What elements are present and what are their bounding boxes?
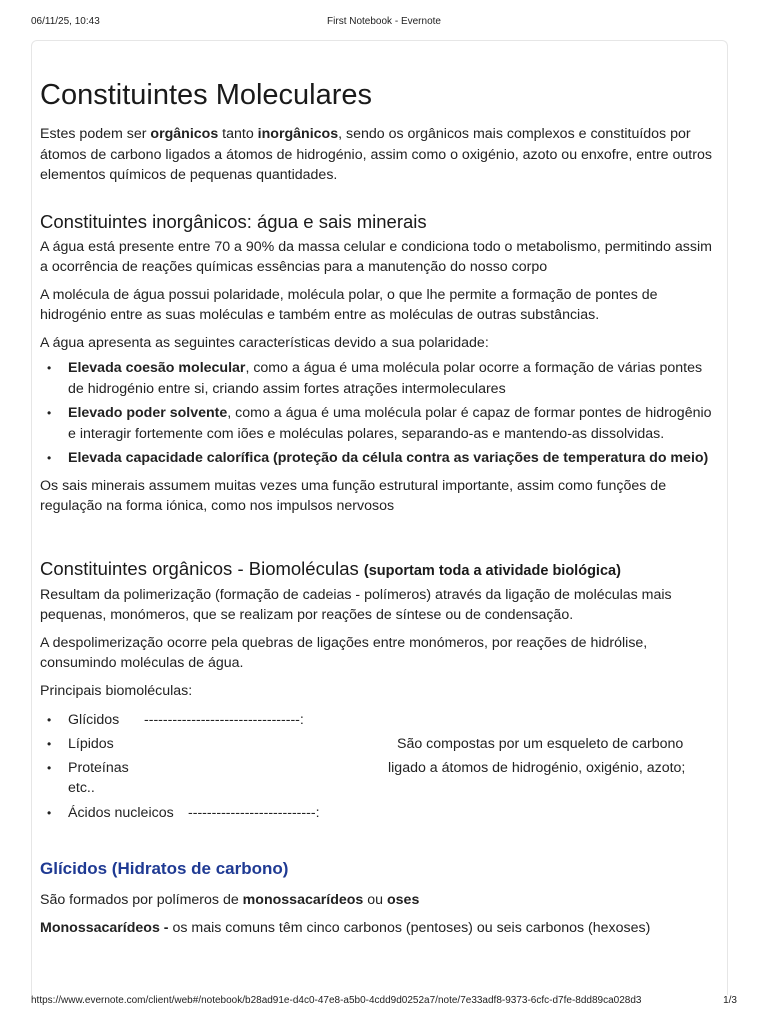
print-header: [0, 16, 768, 30]
list-item: • Ácidos nucleicos ---------------------------:: [68, 803, 720, 827]
list-item: • Elevado poder solvente, como a água é uma molécula polar é capaz de formar pontes de hidrogênio e interagir fortemente com iões e moléculas polares, separando-as e mantendo-as dissolvidas.: [68, 403, 720, 444]
list-item: • Lípidos São compostas por um esqueleto de carbono: [68, 734, 720, 758]
organic-heading: Constituintes orgânicos - Biomoléculas (suportam toda a atividade biológica): [40, 557, 621, 579]
list-item: • Glícidos ---------------------------------:: [68, 710, 720, 734]
inorganic-paragraph-2: A molécula de água possui polaridade, molécula polar, o que lhe permite a formação de pontes de hidrogénio entre as suas moléculas e também entre as moléculas de outras substâncias.: [40, 286, 658, 323]
biomolecules-list: [40, 710, 720, 827]
intro-paragraph: Estes podem ser orgânicos tanto inorgânicos, sendo os orgânicos mais complexos e constituídos por átomos de carbono ligados a átomos de hidrogénio, assim como o oxigénio, azoto ou enxofre, entre outros elementos químicos de pequenas quantidades.: [40, 126, 712, 183]
page-number: 1/3: [723, 995, 737, 1006]
print-title: First Notebook - Evernote: [327, 16, 441, 27]
note-content: [40, 76, 720, 938]
inorganic-paragraph-4: Os sais minerais assumem muitas vezes uma função estrutural importante, assim como funções de regulação na forma iónica, como nos impulsos nervosos: [40, 477, 667, 514]
water-properties-list: [40, 358, 720, 469]
glicidos-paragraph-1: São formados por polímeros de monossacarídeos ou oses: [40, 892, 420, 908]
organic-paragraph-2: A despolimerização ocorre pela quebras de ligações entre monómeros, por reações de hidrólise, consumindo moléculas de água.: [40, 634, 648, 671]
print-date: 06/11/25, 10:43: [31, 16, 100, 27]
list-item: • Proteínas ligado a átomos de hidrogénio, oxigénio, azoto; etc..: [68, 758, 720, 803]
glicidos-paragraph-2: Monossacarídeos - os mais comuns têm cinco carbonos (pentoses) ou seis carbonos (hexoses): [40, 919, 651, 936]
inorganic-paragraph-3: A água apresenta as seguintes características devido a sua polaridade:: [40, 334, 489, 351]
glicidos-heading: Glícidos (Hidratos de carbono): [40, 859, 289, 878]
inorganic-heading: Constituintes inorgânicos: água e sais minerais: [40, 210, 427, 232]
print-url: https://www.evernote.com/client/web#/notebook/b28ad91e-d4c0-47e8-a5b0-4cdd9d0252a7/note/7e33adf8-9373-6cfc-d7fe-8dd89ca028d3: [31, 995, 642, 1006]
organic-paragraph-1: Resultam da polimerização (formação de cadeias - polímeros) através da ligação de moléculas mais pequenas, monómeros, que se realizam por reações de síntese ou de condensação.: [40, 586, 672, 623]
inorganic-paragraph-1: A água está presente entre 70 a 90% da massa celular e condiciona todo o metabolismo, permitindo assim a ocorrência de reações químicas essências para a manutenção do nosso corpo: [40, 238, 712, 275]
list-item: • Elevada coesão molecular, como a água é uma molécula polar ocorre a formação de várias pontes de hidrogénio entre si, criando assim fortes atrações intermoleculares: [68, 358, 720, 399]
print-footer: [0, 995, 768, 1024]
organic-paragraph-3: Principais biomoléculas:: [40, 682, 193, 699]
note-title: Constituintes Moleculares: [40, 79, 373, 111]
list-item: • Elevada capacidade calorífica (proteção da célula contra as variações de temperatura do meio): [68, 448, 720, 469]
